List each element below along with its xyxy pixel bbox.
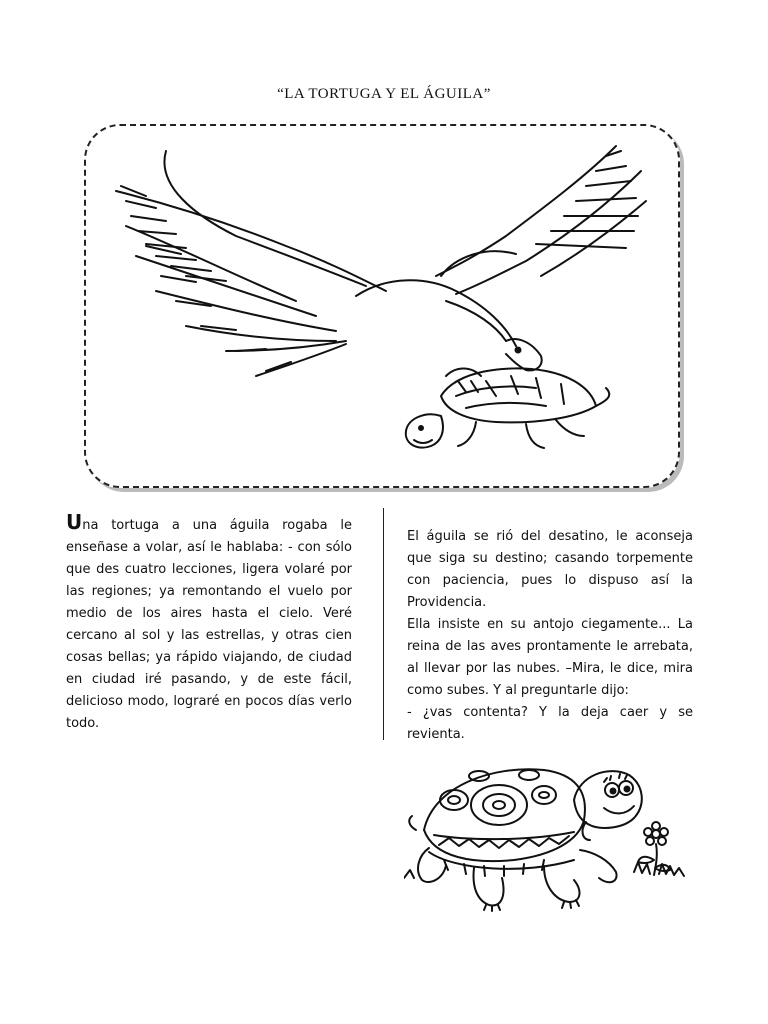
smiling-turtle-illustration [404,760,696,920]
story-opening-paragraph [66,511,352,735]
eagle-turtle-illustration-frame [84,124,680,488]
story-paragraph: El águila se rió del desatino, le aconseja que siga su destino; casando torpemente con paciencia, pues lo dispuso así la Providencia. [407,529,693,610]
page-title: “LA TORTUGA Y EL ÁGUILA” [277,86,491,102]
story-right-column [407,526,693,746]
story-paragraph: - ¿vas contenta? Y la deja caer y se revienta. [407,705,693,742]
story-paragraph: Ella insiste en su antojo ciegamente... La reina de las aves prontamente le arrebata, al llevar por las nubes. –Mira, le dice, mira como subes. Y al preguntarle dijo: [407,617,693,698]
turtle-with-flower-drawing [404,760,696,920]
story-opening-text: na tortuga a una águila rogaba le enseñase a volar, así le hablaba: - con sólo que des cuatro lecciones, ligera volaré por las regiones; ya remontando el vuelo por medio de los aires hasta el cielo. Veré cercano al sol y las estrellas, y otras cien cosas bellas; ya rápido viajando, de ciudad en ciudad iré pasando, y de este fácil, delicioso modo, lograré en pocos días verlo todo. [66,518,352,731]
story-left-column [66,511,352,735]
column-divider [383,508,384,740]
drop-cap-letter: U [66,510,83,534]
eagle-carrying-turtle-illustration [86,126,678,486]
